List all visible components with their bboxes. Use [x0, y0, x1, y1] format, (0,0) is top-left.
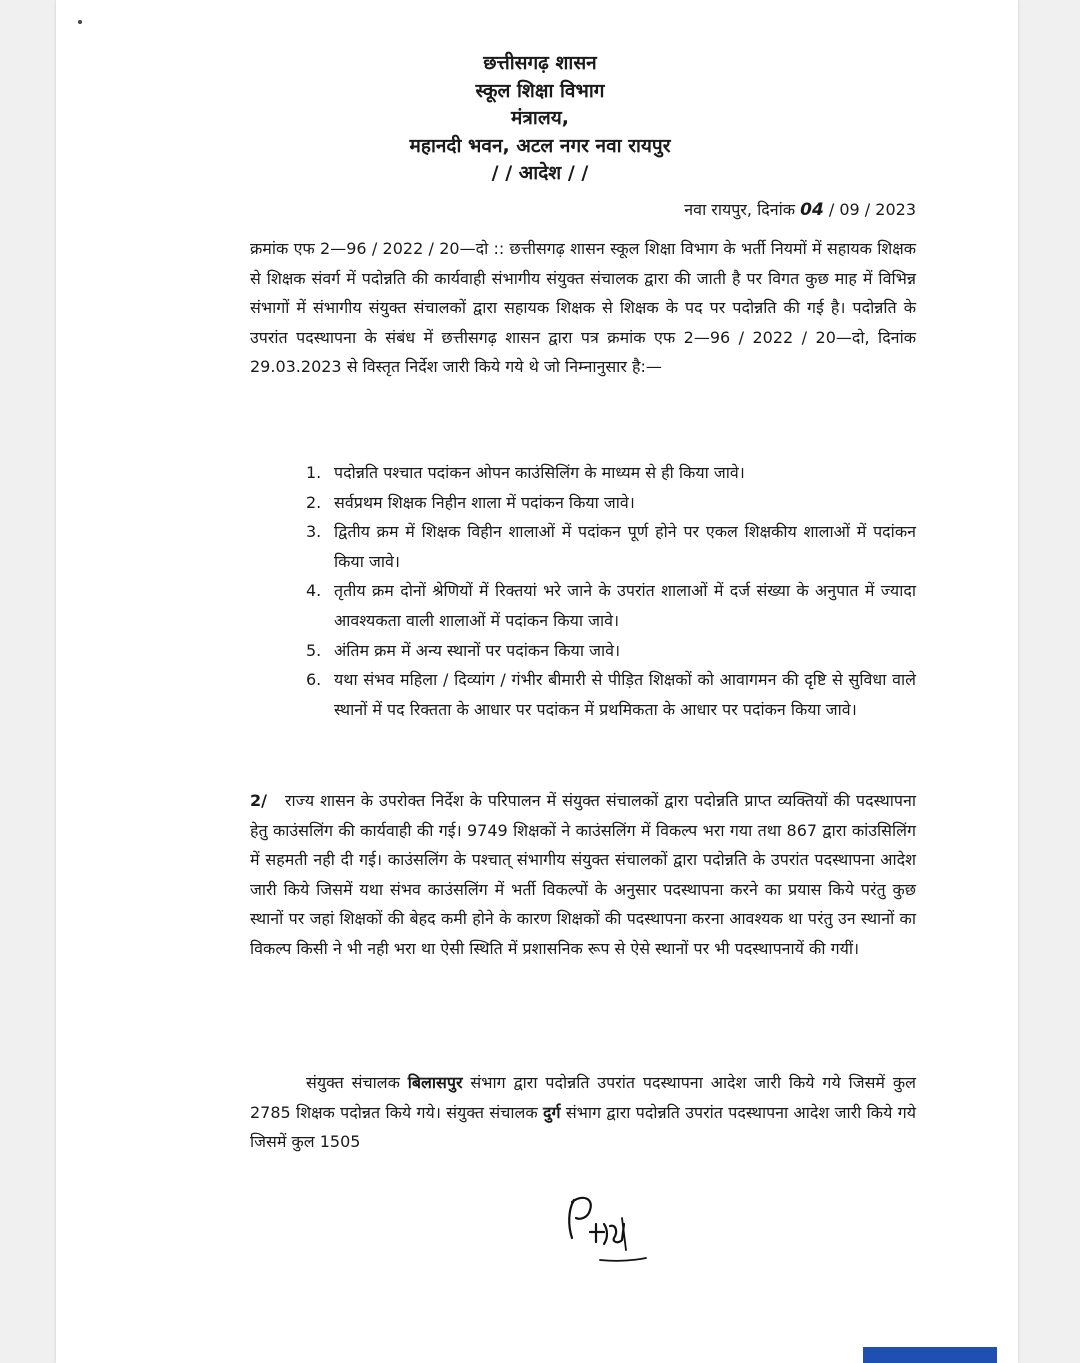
paragraph-divisions-part1: संयुक्त संचालक: [306, 1073, 408, 1092]
list-item-number: 6.: [306, 670, 322, 690]
signature-mark: [560, 1190, 660, 1270]
list-item-text: यथा संभव महिला / दिव्यांग / गंभीर बीमारी से पीड़ित शिक्षकों को आवागमन की दृष्टि से सुविधा वाले स्थानों में पद रिक्तता के आधार पर पदांकन में प्रथमिकता के आधार पर पदांकन किया जावे।: [334, 670, 916, 719]
header-order-title: / / आदेश / /: [491, 162, 589, 184]
list-item: [300, 665, 916, 724]
date-line: [600, 198, 916, 220]
bottom-bar: [863, 1347, 997, 1363]
list-item: [300, 517, 916, 576]
paragraph-divisions-part3: संभाग द्वारा पदोन्नति उपरांत पदस्थापना आदेश जारी किये गये जिसमें कुल 1505: [250, 1102, 917, 1152]
list-item-text: पदोन्नति पश्चात पदांकन ओपन काउंसिलिंग के माध्यम से ही किया जावे।: [334, 463, 745, 482]
date-prefix: नवा रायपुर, दिनांक: [684, 200, 801, 219]
list-item-text: अंतिम क्रम में अन्य स्थानों पर पदांकन किया जावे।: [334, 640, 621, 660]
date-suffix: / 09 / 2023: [823, 200, 916, 219]
list-item-number: 2.: [306, 492, 322, 512]
list-item: [300, 576, 916, 635]
list-item-text: सर्वप्रथम शिक्षक निहीन शाला में पदांकन किया जावे।: [334, 492, 635, 512]
list-item-number: 3.: [306, 522, 322, 542]
paragraph-divisions: [250, 1068, 916, 1157]
instruction-list: [300, 458, 916, 724]
list-item-text: तृतीय क्रम दोनों श्रेणियों में रिक्तयां भरे जाने के उपरांत शालाओं में दर्ज संख्या के अनुपात में ज्यादा आवश्यकता वाली शालाओं में पदांकन किया जावे।: [334, 581, 916, 630]
paragraph-counselling: [250, 786, 916, 964]
list-item-number: 5.: [306, 640, 322, 660]
header-department: स्कूल शिक्षा विभाग: [475, 79, 605, 102]
paragraph-number: 2/: [250, 791, 267, 810]
list-item: [300, 458, 916, 488]
paragraph-divisions-part2: संभाग द्वारा पदोन्नति उपरांत पदस्थापना आदेश जारी किये गये जिसमें कुल 2785 शिक्षक पदोन्नत किये गये। संयुक्त संचालक: [250, 1073, 916, 1122]
list-item-number: 4.: [306, 581, 322, 601]
date-day-handwritten: 04: [800, 200, 824, 220]
list-item-text: द्वितीय क्रम में शिक्षक विहीन शालाओं में पदांकन पूर्ण होने पर एकल शिक्षकीय शालाओं में पदांकन किया जावे।: [334, 522, 916, 571]
list-item: [300, 636, 916, 666]
header-government: छत्तीसगढ़ शासन: [483, 52, 597, 74]
paragraph-counselling-text: राज्य शासन के उपरोक्त निर्देश के परिपालन में संयुक्त संचालकों द्वारा पदोन्नति प्राप्त व्यक्तियों की पदस्थापना हेतु काउंसलिंग की कार्यवाही की गई। 9749 शिक्षकों ने काउंसलिंग में विकल्प भरा गया तथा 867 द्वारा कांउसिलिंग में सहमती नही दी गई। काउंसलिंग के पश्चात् संभागीय संयुक्त संचालकों द्वारा पदोन्नति के उपरांत पदस्थापना आदेश जारी किये जिसमें यथा संभव काउंसलिंग में भर्ती विकल्पों के अनुसार पदस्थापना करने का प्रयास किये परंतु कुछ स्थानों पर जहां शिक्षकों की बेहद कमी होने के कारण शिक्षकों की पदस्थापना करना आवश्यक था परंतु उन स्थानों का विकल्प किसी ने भी नही भरा था ऐसी स्थिति में प्रशासनिक रूप से ऐसे स्थानों पर भी पदस्थापनायें की गयीं।: [250, 791, 916, 958]
list-item: [300, 488, 916, 518]
header-ministry: मंत्रालय,: [511, 107, 569, 129]
header-address: महानदी भवन, अटल नगर नवा रायपुर: [409, 134, 671, 157]
scan-speck: [78, 20, 82, 24]
paragraph-reference: क्रमांक एफ 2—96 / 2022 / 20—दो :: छत्तीसगढ़ शासन स्कूल शिक्षा विभाग के भर्ती नियमों में सहायक शिक्षक से शिक्षक संवर्ग में पदोन्नति की कार्यवाही संभागीय संयुक्त संचालक द्वारा की जाती है पर विगत कुछ माह में विभिन्न संभागों में संभागीय संयुक्त संचालकों द्वारा सहायक शिक्षक से शिक्षक के पद पर पदोन्नति की गई है। पदोन्नति के उपरांत पदस्थापना के संबंध में छत्तीसगढ़ शासन द्वारा पत्र क्रमांक एफ 2—96 / 2022 / 20—दो, दिनांक 29.03.2023 से विस्तृत निर्देश जारी किये गये थे जो निम्नानुसार है:—: [250, 239, 916, 377]
division-durg: दुर्ग: [542, 1102, 561, 1122]
document-header: [0, 50, 1080, 188]
division-bilaspur: बिलासपुर: [407, 1073, 463, 1092]
list-item-number: 1.: [306, 463, 322, 482]
